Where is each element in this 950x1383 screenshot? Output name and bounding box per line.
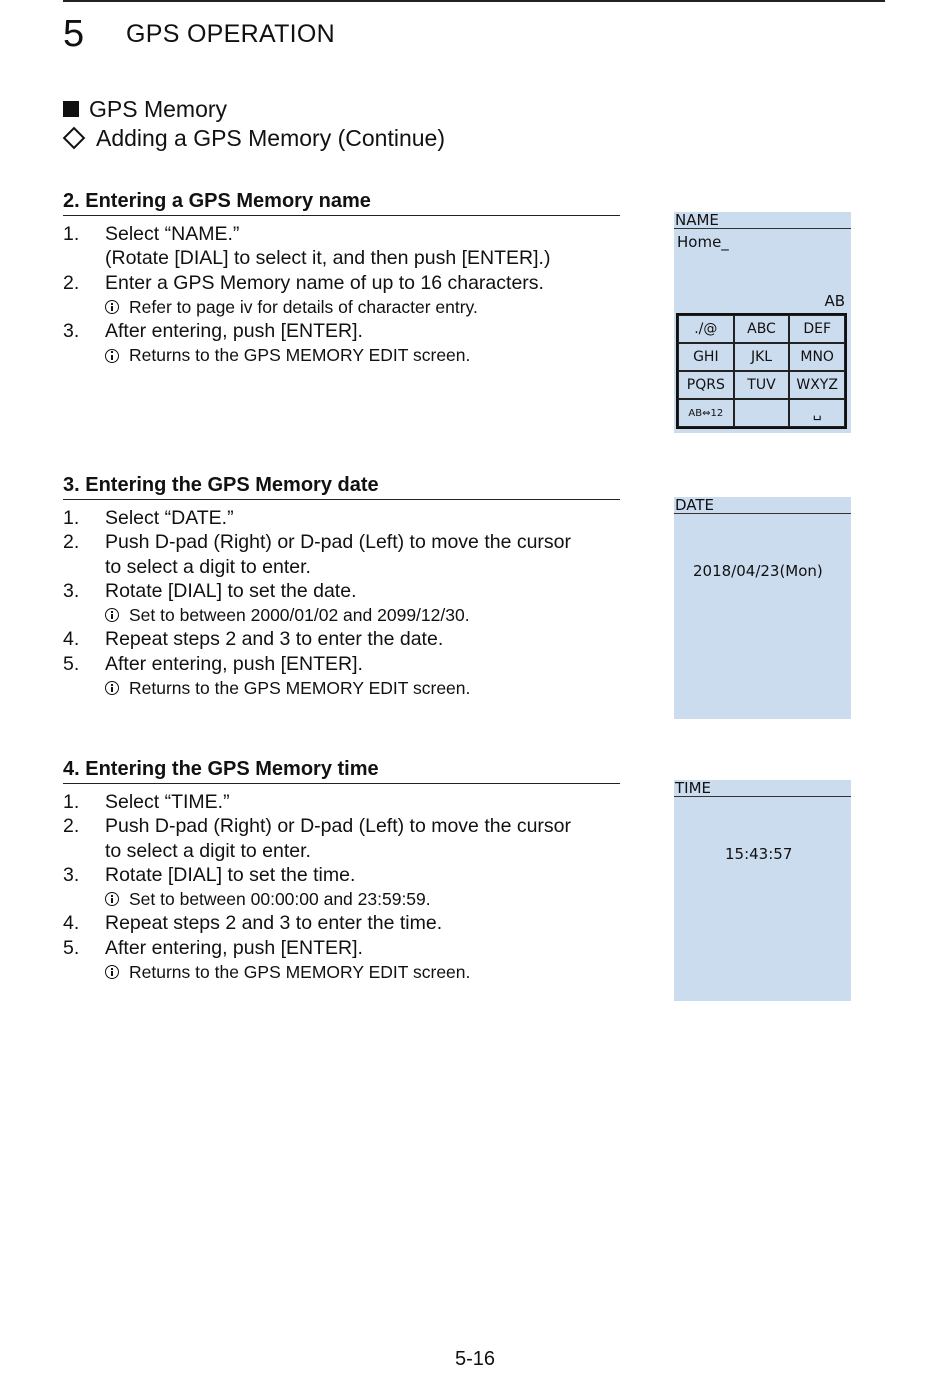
screen-label: TIME [674,780,851,797]
list-item [63,319,623,343]
step-number: 4. [63,912,80,935]
note-text: Set to between 00:00:00 and 23:59:59. [129,889,431,910]
list-item [63,555,623,579]
info-icon [105,300,119,314]
step-number: 3. [63,579,80,602]
cursor: _ [721,233,729,251]
list-item [63,814,623,838]
info-icon [105,349,119,363]
info-icon [105,681,119,695]
note-text: Returns to the GPS MEMORY EDIT screen. [129,962,471,983]
list-item [63,271,623,295]
chapter-title: GPS OPERATION [126,20,336,48]
section-subtitle [63,123,445,153]
page-number: 5-16 [454,1348,496,1370]
note [105,343,623,367]
note [105,676,623,700]
step-number: 4. [63,628,80,651]
info-icon [105,965,119,979]
step-text: Repeat steps 2 and 3 to enter the date. [105,628,444,651]
date-heading: 3. Entering the GPS Memory date [63,473,620,500]
screen-label: DATE [674,497,851,514]
date-screen [674,497,851,719]
date-value: 2018/04/23(Mon) [693,562,823,580]
key[interactable]: ABC [734,315,790,343]
step-text: Select “DATE.” [105,507,234,529]
date-steps [63,506,623,700]
step-text: After entering, push [ENTER]. [105,936,363,959]
key[interactable]: ./@ [678,315,734,343]
character-keypad [676,313,847,429]
step-text: to select a digit to enter. [105,839,311,862]
list-item [63,579,623,603]
top-rule [63,0,885,2]
step-number: 1. [63,507,80,529]
time-screen [674,780,851,1001]
space-key[interactable]: ␣ [789,399,845,427]
key[interactable]: GHI [678,343,734,371]
step-number: 1. [63,791,80,813]
time-heading: 4. Entering the GPS Memory time [63,757,620,784]
square-bullet-icon [63,101,79,117]
name-heading: 2. Entering a GPS Memory name [63,189,620,216]
note [105,295,623,319]
list-item [63,839,623,863]
step-text: Push D-pad (Right) or D-pad (Left) to move the cursor [105,815,572,838]
note-text: Returns to the GPS MEMORY EDIT screen. [129,678,471,699]
step-number: 1. [63,223,80,245]
list-item [63,627,623,651]
step-number: 3. [63,863,80,886]
time-steps [63,790,623,984]
step-number [63,839,105,863]
screen-label: NAME [674,212,851,229]
note [105,603,623,627]
step-number [63,555,105,579]
list-item [63,790,623,814]
list-item [63,911,623,935]
list-item [63,530,623,554]
step-text: Select “TIME.” [105,791,230,813]
section-subtitle-text: Adding a GPS Memory (Continue) [96,125,445,151]
key[interactable]: MNO [789,343,845,371]
section-title [63,94,227,124]
name-steps [63,222,623,368]
step-number: 5. [63,652,80,675]
list-item [63,936,623,960]
step-text: Push D-pad (Right) or D-pad (Left) to move the cursor [105,531,572,554]
list-item [63,863,623,887]
step-text: to select a digit to enter. [105,555,311,578]
key[interactable]: WXYZ [789,371,845,399]
step-text: Select “NAME.” [105,223,240,245]
step-number [63,246,105,270]
key[interactable]: PQRS [678,371,734,399]
info-icon [105,608,119,622]
key[interactable]: JKL [734,343,790,371]
info-icon [105,892,119,906]
note [105,960,623,984]
diamond-bullet-icon [63,127,86,150]
chapter-number: 5 [63,13,85,55]
name-screen [674,212,851,433]
list-item [63,246,623,270]
step-text: Rotate [DIAL] to set the date. [105,579,357,602]
step-text: Rotate [DIAL] to set the time. [105,863,356,886]
step-text: After entering, push [ENTER]. [105,652,363,675]
mode-switch-key[interactable]: AB⇔12 [678,399,734,427]
step-text: Enter a GPS Memory name of up to 16 characters. [105,271,544,294]
step-number: 2. [63,271,80,294]
time-value: 15:43:57 [725,845,793,863]
note-text: Returns to the GPS MEMORY EDIT screen. [129,345,471,366]
note-text: Refer to page iv for details of character entry. [129,296,478,317]
list-item [63,222,623,246]
step-number: 2. [63,815,80,838]
list-item [63,506,623,530]
step-number: 3. [63,320,80,343]
note-text: Set to between 2000/01/02 and 2099/12/30. [129,605,470,626]
input-mode: AB [824,292,845,310]
key[interactable] [734,399,790,427]
step-text: After entering, push [ENTER]. [105,320,363,343]
key[interactable]: TUV [734,371,790,399]
name-value-text: Home [677,233,722,251]
step-text: (Rotate [DIAL] to select it, and then push [ENTER].) [105,247,551,270]
name-value [677,233,729,251]
list-item [63,652,623,676]
key[interactable]: DEF [789,315,845,343]
note [105,887,623,911]
step-number: 2. [63,531,80,554]
step-text: Repeat steps 2 and 3 to enter the time. [105,912,443,935]
section-title-text: GPS Memory [89,96,228,122]
step-number: 5. [63,936,80,959]
